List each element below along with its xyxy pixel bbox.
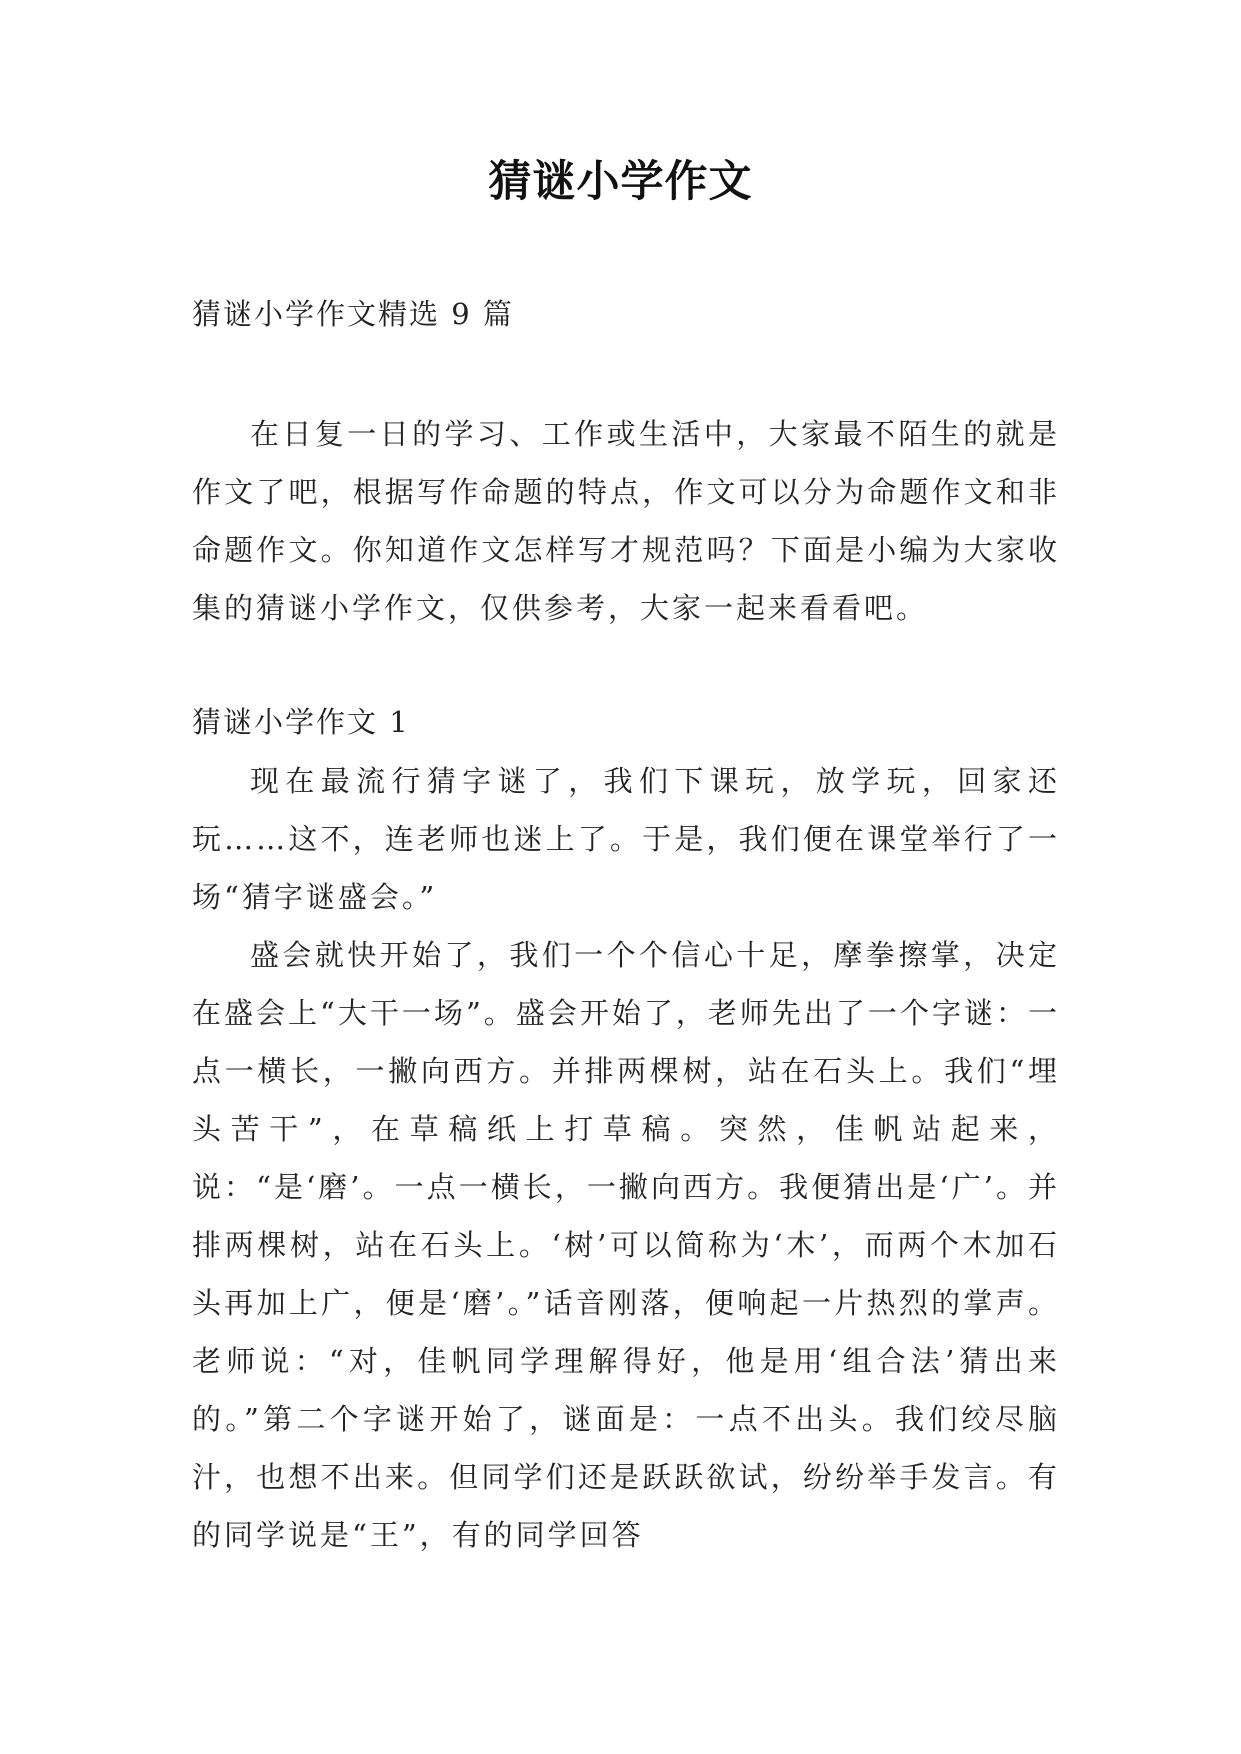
section-body — [192, 752, 1060, 1564]
section-heading: 猜谜小学作文 1 — [192, 705, 410, 739]
document-title: 猜谜小学作文 — [488, 157, 753, 207]
document-subtitle: 猜谜小学作文精选 9 篇 — [192, 297, 514, 331]
body-paragraph: 盛会就快开始了，我们一个个信心十足，摩拳擦掌，决定在盛会上“大干一场”。盛会开始了，老师先出了一个字谜：一点一横长，一撇向西方。并排两棵树，站在石头上。我们“埋头苦干”，在草稿纸上打草稿。突然，佳帆站起来，说：“是‘磨’。一点一横长，一撇向西方。我便猜出是‘广’。并排两棵树，站在石头上。‘树’可以简称为‘木’，而两个木加石头再加上广，便是‘磨’。”话音刚落，便响起一片热烈的掌声。老师说：“对，佳帆同学理解得好，他是用‘组合法’猜出来的。”第二个字谜开始了，谜面是：一点不出头。我们绞尽脑汁，也想不出来。但同学们还是跃跃欲试，纷纷举手发言。有的同学说是“王”，有的同学回答 — [192, 938, 1060, 1552]
body-paragraph: 现在最流行猜字谜了，我们下课玩，放学玩，回家还玩……这不，连老师也迷上了。于是，我们便在课堂举行了一场“猜字谜盛会。” — [192, 764, 1060, 914]
intro-paragraph: 在日复一日的学习、工作或生活中，大家最不陌生的就是作文了吧，根据写作命题的特点，作文可以分为命题作文和非命题作文。你知道作文怎样写才规范吗？下面是小编为大家收集的猜谜小学作文，仅供参考，大家一起来看看吧。 — [192, 417, 1060, 625]
intro-block — [192, 405, 1060, 637]
